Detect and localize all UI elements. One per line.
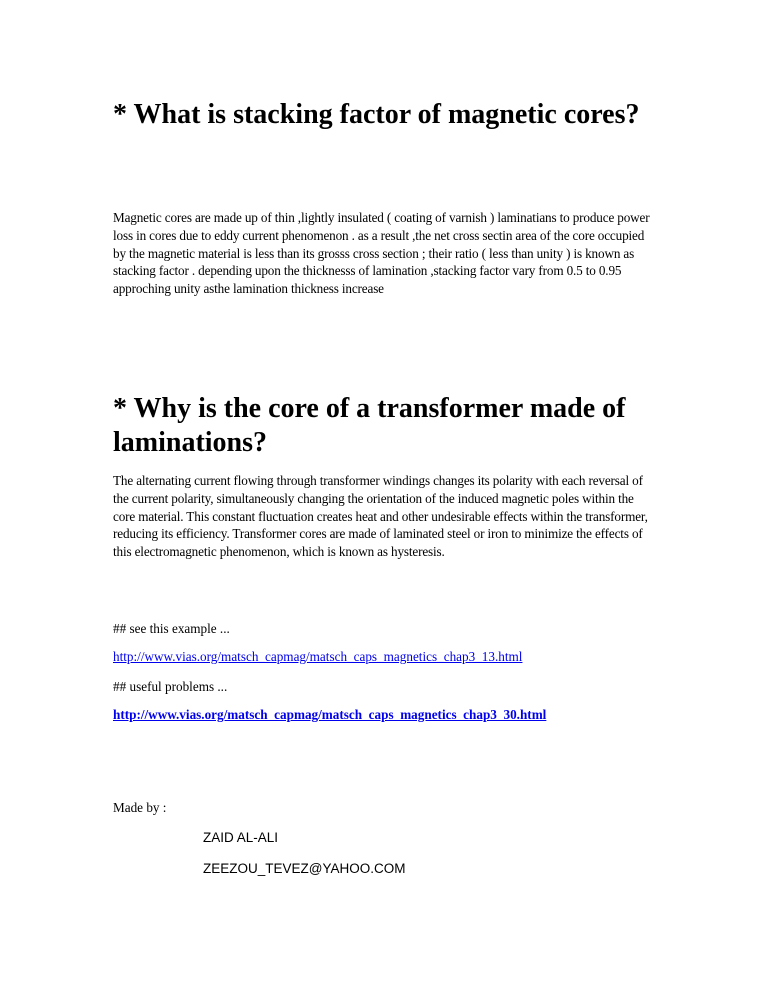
heading-stacking-factor: * What is stacking factor of magnetic cores? [113,99,640,130]
paragraph-stacking-factor: Magnetic cores are made up of thin ,lightly insulated ( coating of varnish ) laminatians to produce power loss in cores due to eddy current phenomenon . as a result ,the net cross sectin area of the core occupied by the magnetic material is less than its grosss cross section ; their ratio ( less than unity ) is known as stacking factor . depending upon the thicknesss of lamination ,stacking factor vary from 0.5 to 0.95 approching unity asthe lamination thickness increase [113,210,650,297]
author-name: ZAID AL-ALI [203,830,279,845]
problems-link[interactable]: http://www.vias.org/matsch_capmag/matsch_caps_magnetics_chap3_30.html [113,707,547,722]
author-email: ZEEZOU_TEVEZ@YAHOO.COM [203,861,406,876]
example-label: ## see this example ... [113,621,230,636]
made-by-label: Made by : [113,800,167,815]
problems-label: ## useful problems ... [113,679,228,694]
heading-laminations: * Why is the core of a transformer made of laminations? [113,393,626,458]
example-link[interactable]: http://www.vias.org/matsch_capmag/matsch_caps_magnetics_chap3_13.html [113,649,523,664]
paragraph-laminations: The alternating current flowing through transformer windings changes its polarity with each reversal of the current polarity, simultaneously changing the orientation of the induced magnetic poles within the core material. This constant fluctuation creates heat and other undesirable effects within the transformer, reducing its efficiency. Transformer cores are made of laminated steel or iron to minimize the effects of this electromagnetic phenomenon, which is known as hysteresis. [113,473,648,560]
